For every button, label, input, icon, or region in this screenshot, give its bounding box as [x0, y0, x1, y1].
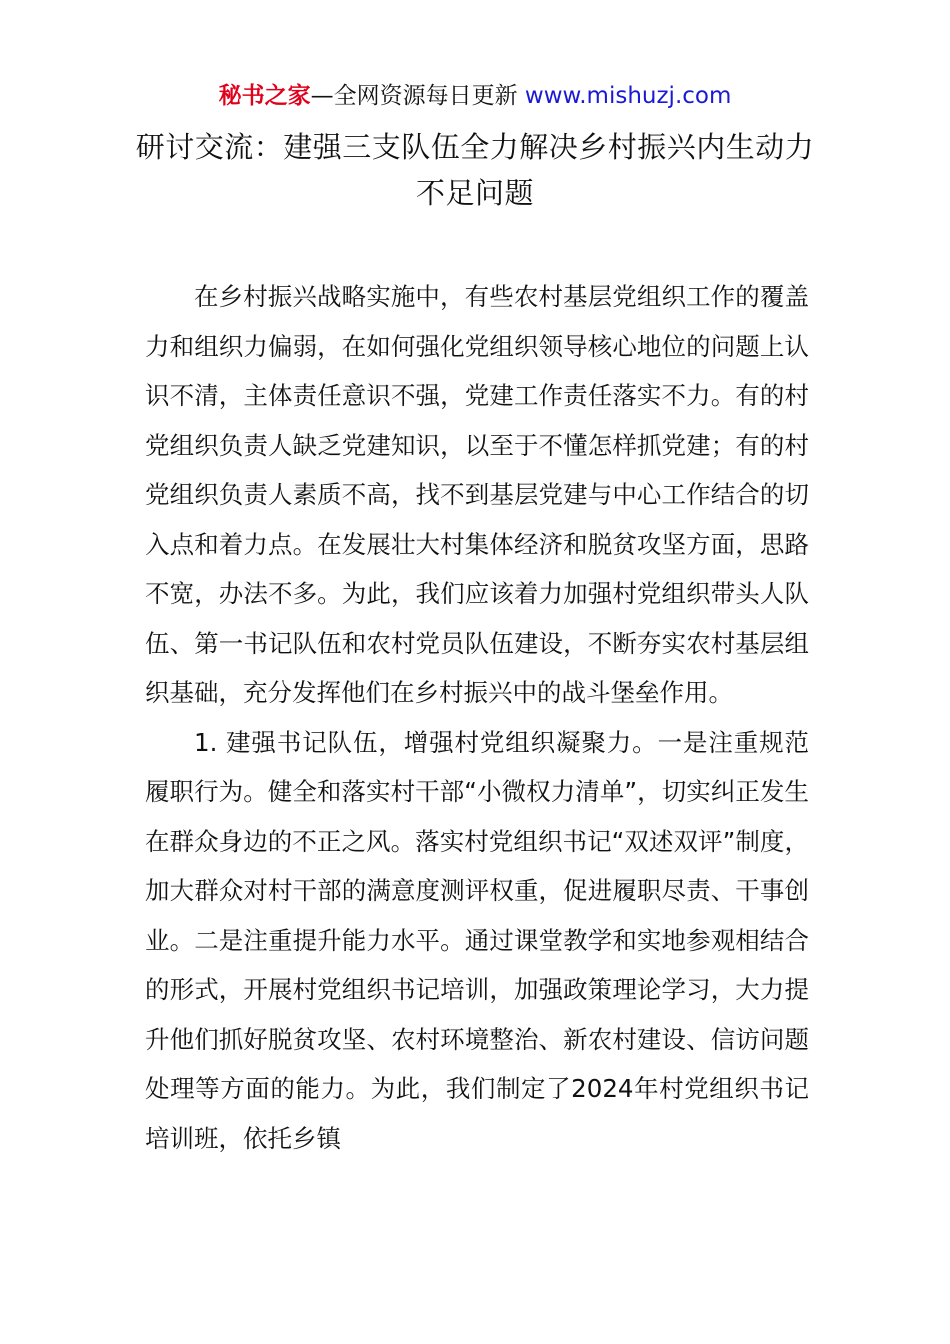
- site-url-link[interactable]: www.mishuzj.com: [524, 83, 732, 109]
- site-tagline: —全网资源每日更新: [310, 83, 525, 109]
- document-title: 研讨交流：建强三支队伍全力解决乡村振兴内生动力不足问题: [135, 130, 815, 210]
- document-body: [145, 272, 809, 1163]
- brand-name: 秘书之家: [218, 83, 311, 109]
- site-header: [0, 80, 950, 112]
- body-paragraph-section-1: 1. 建强书记队伍，增强村党组织凝聚力。一是注重规范履职行为。健全和落实村干部“小微权力清单”，切实纠正发生在群众身边的不正之风。落实村党组织书记“双述双评”制度，加大群众对村干部的满意度测评权重，促进履职尽责、干事创业。二是注重提升能力水平。通过课堂教学和实地参观相结合的形式，开展村党组织书记培训，加强政策理论学习，大力提升他们抓好脱贫攻坚、农村环境整治、新农村建设、信访问题处理等方面的能力。为此，我们制定了2024年村党组织书记培训班，依托乡镇: [145, 727, 809, 1153]
- body-paragraph-intro: 在乡村振兴战略实施中，有些农村基层党组织工作的覆盖力和组织力偏弱，在如何强化党组织领导核心地位的问题上认识不清，主体责任意识不强，党建工作责任落实不力。有的村党组织负责人缺乏党建知识，以至于不懂怎样抓党建；有的村党组织负责人素质不高，找不到基层党建与中心工作结合的切入点和着力点。在发展壮大村集体经济和脱贫攻坚方面，思路不宽，办法不多。为此，我们应该着力加强村党组织带头人队伍、第一书记队伍和农村党员队伍建设，不断夯实农村基层组织基础，充分发挥他们在乡村振兴中的战斗堡垒作用。: [145, 282, 809, 707]
